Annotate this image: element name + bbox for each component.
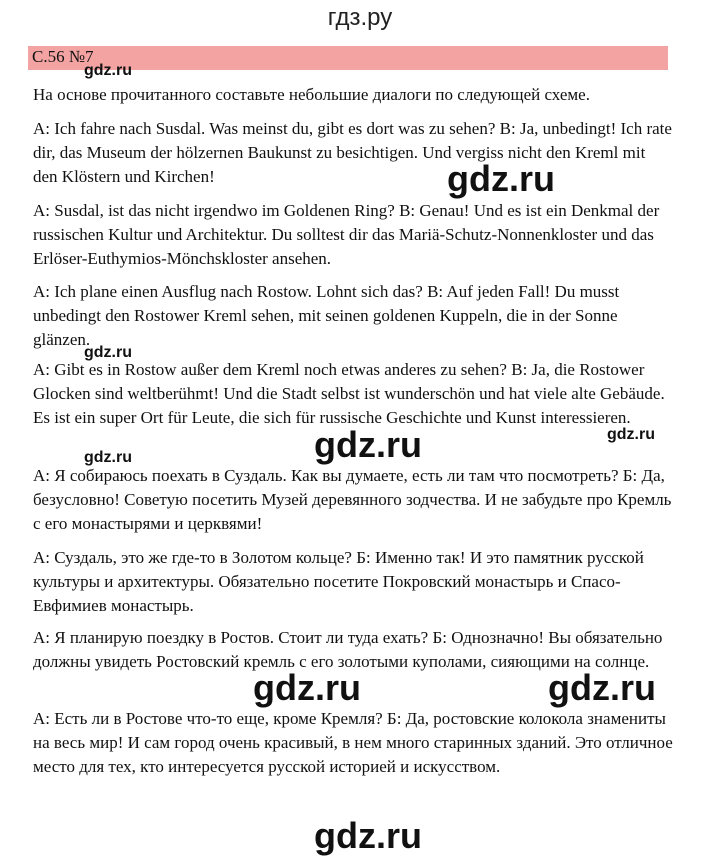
dialogue-3: A: Ich plane einen Ausflug nach Rostow. Lohnt sich das? B: Auf jeden Fall! Du musst unbedingt den Rostower Kreml sehen, mit seinen goldenen Kuppeln, die in der Sonne glänzen. — [33, 282, 620, 349]
watermark: gdz.ru — [253, 667, 361, 708]
dialogue-6: А: Суздаль, это же где-то в Золотом кольце? Б: Именно так! И это памятник русской культуры и архитектуры. Обязательно посетите Покровский монастырь и Спасо-Евфимиев монастырь. — [33, 548, 644, 615]
task-instruction: На основе прочитанного составьте небольшие диалоги по следующей схеме. — [33, 85, 590, 104]
watermark: gdz.ru — [607, 426, 655, 443]
dialogue-7: А: Я планирую поездку в Ростов. Стоит ли туда ехать? Б: Однозначно! Вы обязательно должны увидеть Ростовский кремль с его золотыми куполами, сияющими на солнце. — [33, 628, 663, 671]
watermark: gdz.ru — [548, 667, 656, 708]
watermark: gdz.ru — [314, 424, 422, 465]
site-title[interactable]: гдз.ру — [327, 4, 393, 31]
watermark: gdz.ru — [84, 344, 132, 361]
dialogue-5: А: Я собираюсь поехать в Суздаль. Как вы думаете, есть ли там что посмотреть? Б: Да, безусловно! Советую посетить Музей деревянного зодчества. И не забудьте про Кремль с его монастырями и церквями! — [33, 466, 672, 533]
watermark: gdz.ru — [314, 815, 422, 856]
dialogue-4: A: Gibt es in Rostow außer dem Kreml noch etwas anderes zu sehen? B: Ja, die Rostower Glocken sind weltberühmt! Und die Stadt selbst ist wunderschön und hat viele alte Gebäude. Es ist ein super Ort für Leute, die sich für russische Geschichte und Kunst interessieren. — [33, 360, 665, 427]
exercise-reference: С.56 №7 — [32, 47, 94, 66]
watermark: gdz.ru — [84, 62, 132, 79]
watermark: gdz.ru — [447, 158, 555, 199]
dialogue-8: А: Есть ли в Ростове что-то еще, кроме Кремля? Б: Да, ростовские колокола знамениты на весь мир! И сам город очень красивый, в нем много старинных зданий. Это отличное место для тех, кто интересуется русской историей и искусством. — [33, 709, 673, 776]
dialogue-1: A: Ich fahre nach Susdal. Was meinst du, gibt es dort was zu sehen? B: Ja, unbedingt! Ich rate dir, das Museum der hölzernen Baukunst zu besichtigen. Und vergiss nicht den Kreml mit den Klöstern und Kirchen! — [33, 119, 672, 186]
dialogue-2: A: Susdal, ist das nicht irgendwo im Goldenen Ring? B: Genau! Und es ist ein Denkmal der russischen Kultur und Architektur. Du solltest dir das Mariä-Schutz-Nonnenkloster und das Erlöser-Euthymios-Mönchskloster ansehen. — [33, 201, 660, 268]
watermark: gdz.ru — [84, 449, 132, 466]
